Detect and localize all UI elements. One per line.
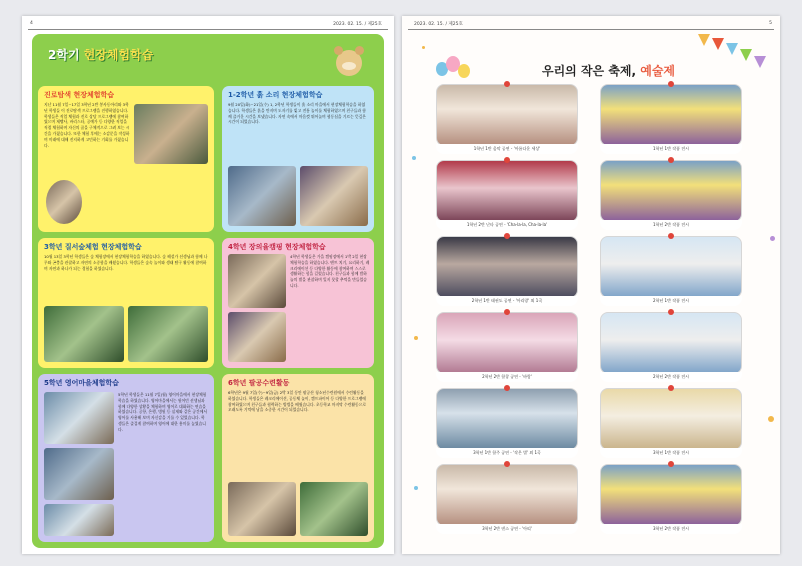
left-page — [22, 16, 394, 554]
section-text: 지난 11월 7일~17일 3학년 2반 봉사동아리와 3학년 학생들 이 진로탐색 프로그램을 진행하였습니다. 학생들은 직업 체험과 진로 상담 프로그램에 참여하였으며 제빵사, 바리스타, 공예가 등 다양한 직업을 직접 체험하며 자신의 꿈을 구체적으로 그려 보는 시간을 가졌습니다. 또한 체험 후에는 소감문을 작성하며 미래에 대해 진지하게 고민하는 기회를 가졌습니다. — [44, 102, 130, 148]
photo — [46, 180, 82, 224]
right-page — [402, 16, 780, 554]
photo — [44, 504, 114, 536]
section-text: 4학년 학생들은 가을 캠핑장에서 1박 2일 현장체험학습을 하였습니다. 텐트 치기, 요리하기, 레크리에이션 등 다양한 활동에 참여하며 스스로 생활하는 힘을 길렀습니다. 친구들과 함께 밤하늘의 별을 관찰하며 잊지 못할 추억을 만들었습니다. — [290, 254, 370, 288]
section-grade3-forest — [38, 238, 214, 368]
title-prefix: 우리의 작은 축제, — [542, 64, 641, 78]
photo — [436, 160, 578, 222]
section-text: 5학년 학생들은 11월 7일(월) 영어마을에서 현장체험학습을 하였습니다. 영어마을에서는 원어민 선생님과 함께 다양한 상황을 체험하며 영어로 대화하는 연습을 하였습니다. 공항, 은행, 병원 등 실제와 같은 공간에서 영어를 사용해 보며 자신감을 기를 수 있었습니다. 학생들은 즐겁게 참여하며 영어에 대한 흥미를 높였습니다. — [118, 392, 208, 432]
bunting-flag — [754, 56, 766, 68]
pushpin-icon — [668, 461, 674, 467]
header-rule — [28, 29, 388, 30]
title-highlight: 현장체험학습 — [83, 48, 154, 62]
photo — [600, 464, 742, 526]
photo — [228, 482, 296, 536]
performance-card — [436, 388, 578, 458]
performance-card — [436, 236, 578, 306]
issue-date: 2023. 02. 15. / 제25호 — [414, 22, 463, 27]
photo-caption: 2학년 2반 합창 공연 - '바람' — [436, 372, 578, 382]
section-grade6-palgong — [222, 374, 374, 542]
bunting-flag — [698, 34, 710, 46]
photo — [436, 388, 578, 450]
section-title: 6학년 팔공수련활동 — [228, 379, 290, 387]
exhibition-card — [600, 84, 742, 154]
photo — [436, 464, 578, 526]
header-rule — [408, 29, 774, 30]
exhibition-card — [600, 160, 742, 230]
pushpin-icon — [668, 157, 674, 163]
photo — [228, 312, 286, 362]
performance-card — [436, 160, 578, 230]
photo — [436, 84, 578, 146]
photo — [128, 306, 208, 362]
pushpin-icon — [668, 233, 674, 239]
exhibition-card — [600, 388, 742, 458]
photo — [300, 166, 368, 226]
photo — [600, 84, 742, 146]
photo — [600, 160, 742, 222]
exhibition-card — [600, 312, 742, 382]
confetti-dot — [414, 486, 418, 490]
section-text: 10월 13일 3학년 학생들은 숲 체험장에서 현장체험학습을 하였습니다. 숲 해설가 선생님과 함께 나무와 곤충을 관찰하고 자연의 소중함을 배웠습니다. 학생들은 숲속 놀이와 생태 탐구 활동에 참여하며 자연과 하나가 되는 경험을 하였습니다. — [44, 254, 208, 271]
photo — [600, 236, 742, 298]
section-text: 9월 20일(화)~21일(수) 1, 2학년 학생들이 흙 소리 마을에서 현장체험학습을 하였습니다. 학생들은 흙을 만지며 도자기를 빚고 전통 놀이를 체험하였으며 친구들과 함께 즐거운 시간을 보냈습니다. 자연 속에서 마음껏 뛰어놀며 협동심을 기르는 뜻깊은 시간이 되었습니다. — [228, 102, 366, 125]
confetti-dot — [768, 416, 774, 422]
pushpin-icon — [504, 157, 510, 163]
photo — [134, 104, 208, 164]
pushpin-icon — [504, 81, 510, 87]
photo-caption: 2학년 1반 작품 전시 — [600, 296, 742, 306]
section-title: 4학년 장의율캠핑 현장체험학습 — [228, 243, 326, 251]
pushpin-icon — [504, 385, 510, 391]
photo-caption: 3학년 1반 작품 전시 — [600, 448, 742, 458]
section-grade4-camping — [222, 238, 374, 368]
photo-caption: 1학년 2반 난타 공연 - 'Cha-la-la, Cha-la-la' — [436, 220, 578, 230]
performance-card — [436, 84, 578, 154]
photo-caption: 1학년 1반 음악 공연 - '아름다운 세상' — [436, 144, 578, 154]
photo — [300, 482, 368, 536]
section-grade1-2-trip — [222, 86, 374, 232]
page-number: 5 — [769, 21, 772, 26]
photo — [436, 312, 578, 374]
balloon-illustration — [458, 64, 470, 78]
pushpin-icon — [504, 461, 510, 467]
photo — [600, 388, 742, 450]
photo — [228, 166, 296, 226]
issue-date: 2023. 02. 15. / 제25호 — [333, 22, 382, 27]
pushpin-icon — [668, 81, 674, 87]
photo-caption: 2학년 2반 작품 전시 — [600, 372, 742, 382]
section-title: 진로탐색 현장체험학습 — [44, 91, 115, 99]
pushpin-icon — [668, 309, 674, 315]
photo-caption: 3학년 2반 작품 전시 — [600, 524, 742, 534]
photo — [44, 306, 124, 362]
performance-card — [436, 464, 578, 534]
section-title: 5학년 영어마을체험학습 — [44, 379, 119, 387]
photo-caption: 1학년 2반 작품 전시 — [600, 220, 742, 230]
bunting-flag — [726, 43, 738, 55]
page-title — [542, 62, 675, 79]
performance-card — [436, 312, 578, 382]
photo — [436, 236, 578, 298]
exhibition-card — [600, 236, 742, 306]
bear-mascot-illustration — [328, 40, 372, 84]
page-title — [48, 46, 153, 63]
section-title: 1-2학년 흙 소리 현장체험학습 — [228, 91, 323, 99]
photo-caption: 3학년 1반 합주 공연 - '작은 별' 외 1곡 — [436, 448, 578, 458]
title-highlight: 예술제 — [640, 64, 676, 78]
photo — [44, 448, 114, 500]
section-title: 3학년 질서숲체험 현장체험학습 — [44, 243, 142, 251]
confetti-dot — [770, 236, 775, 241]
photo-caption: 3학년 2반 댄스 공연 - '아띠' — [436, 524, 578, 534]
section-grade5-english-village — [38, 374, 214, 542]
confetti-dot — [422, 46, 425, 49]
bunting-flag — [740, 49, 752, 61]
confetti-dot — [414, 336, 418, 340]
photo-caption: 1학년 1반 작품 전시 — [600, 144, 742, 154]
pushpin-icon — [504, 309, 510, 315]
photo — [600, 312, 742, 374]
photo-caption: 2학년 1반 태권도 공연 - '아리랑' 외 1곡 — [436, 296, 578, 306]
confetti-dot — [412, 156, 416, 160]
section-career-exploration — [38, 86, 214, 232]
title-prefix: 2학기 — [48, 48, 84, 62]
photo — [228, 254, 286, 308]
photo — [44, 392, 114, 444]
exhibition-card — [600, 464, 742, 534]
pushpin-icon — [504, 233, 510, 239]
section-text: 6학년은 9월 7일(수)~9일(금) 2박 3일 동안 팔공산 청소년수련원에서 수련활동을 하였습니다. 학생들은 레크리에이션, 공동체 놀이, 캠프파이어 등 다양한 프로그램에 참여하였으며 친구들과 협력하는 방법을 배웠습니다. 초등학교 마지막 수련활동으로 오래도록 기억에 남을 소중한 시간이 되었습니다. — [228, 390, 367, 413]
page-number: 4 — [30, 21, 33, 26]
bunting-flag — [712, 38, 724, 50]
pushpin-icon — [668, 385, 674, 391]
